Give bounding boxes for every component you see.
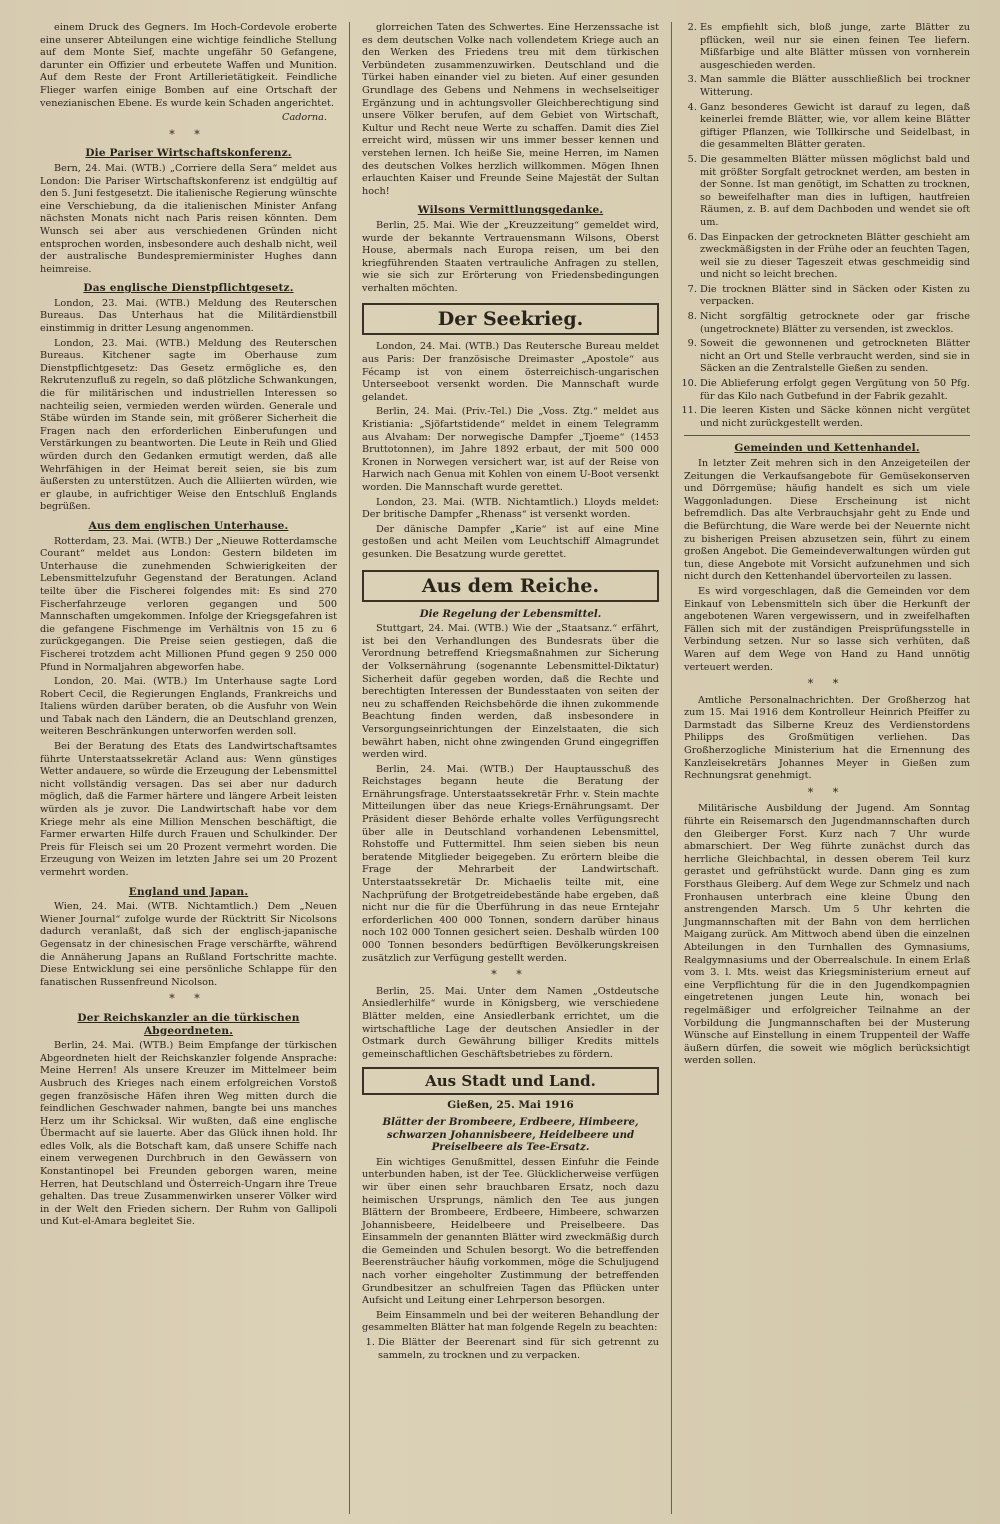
article-text: London, 24. Mai. (WTB.) Das Reutersche Bureau meldet aus Paris: Der französische Dreimaster „Apostole“ aus Fécamp ist von einem österreichisch-ungarischen Unterseeboot versenkt worden. Die Mannschaft wurde gelandet. — [362, 341, 659, 403]
list-item: 7. Die trocknen Blätter sind in Säcken oder Kisten zu verpacken. — [700, 284, 970, 309]
heading-kettenhandel: Gemeinden und Kettenhandel. — [734, 442, 920, 455]
article-text: London, 23. Mai. (WTB.) Meldung des Reuterschen Bureaus. Das Unterhaus hat die Militärdienstbill einstimmig in dritter Lesung angenommen. — [40, 297, 337, 335]
list-item: 6. Das Einpacken der getrockneten Blätter geschieht am zweckmäßigsten in der Frühe oder an feuchten Tagen, weil sie zu dieser Tageszeit etwas geschmeidig sind und nicht so leicht brechen. — [700, 232, 970, 282]
heading-dienstpflichtgesetz: Das englische Dienstpflichtgesetz. — [83, 282, 294, 295]
heading-reiche: Aus dem Reiche. — [362, 570, 659, 602]
article-text: Stuttgart, 24. Mai. (WTB.) Wie der „Staatsanz.“ erfährt, ist bei den Verhandlungen des Bundesrats über die Verordnung betreffend Kriegsmaßnahmen zur Sicherung der Volksernährung (sogenannte Lebensmittel-Diktatur) Sicherheit dafür gegeben worden, daß die Rechte und berechtigten Interessen der Bundesstaaten von seiten der neu zu schaffenden Reichsbehörde die ihnen zukommende Beachtung finden werden, daß insbesondere in Versorgungseinrichtungen der Einzelstaaten, die sich bewährt haben, nicht ohne zwingenden Grund eingegriffen werden wird. — [362, 623, 659, 761]
article-text: Bei der Beratung des Etats des Landwirtschaftsamtes führte Unterstaatssekretär Acland aus: Wenn günstiges Wetter andauere, so würde die Erzeugung der Lebensmittel nicht vollständig versagen. Das sei aber nur dadurch möglich, daß die Farmer härtere und längere Arbeit leisten würden als je zuvor. Die Landwirtschaft habe vor dem Kriege mehr als eine Million Menschen beschäftigt, die Farmer erwarten Hilfe durch Frauen und Schulkinder. Der Preis für Fleisch sei um 20 Prozent vermehrt worden. Die Erzeugung von Weizen im letzten Jahre sei um 20 Prozent vermehrt worden. — [40, 741, 337, 878]
heading-reichskanzler: Der Reichskanzler an die türkischen Abgeordneten. — [77, 1011, 300, 1037]
list-item: 8. Nicht sorgfältig getrocknete oder gar frische (ungetrocknete) Blätter zu versenden, ist zwecklos. — [700, 311, 970, 336]
article-text: Rotterdam, 23. Mai. (WTB.) Der „Nieuwe Rotterdamsche Courant“ meldet aus London: Gestern bildeten im Unterhause die zunehmenden Schwierigkeiten der Lebensmittelzufuhr Gegenstand der Beratungen. Acland teilte über die Fischerei folgendes mit: Es sind 270 Fischerfahrzeuge verloren gegangen und 500 Mannschaften umgekommen. Infolge der Kriegsgefahren ist die gefangene Fischmenge im Verhältnis von 15 zu 6 zurückgegangen. Die Preise seien gestiegen, daß die Fischerei trotzdem acht Millionen Pfund gegen 9 250 000 Pfund in Normaljahren abgeworfen habe. — [40, 535, 337, 673]
article-text: Berlin, 25. Mai. Wie der „Kreuzzeitung“ gemeldet wird, wurde der bekannte Vertrauensmann Wilsons, Oberst House, abermals nach Europa reisen, um bei den kriegführenden Staaten vertrauliche Anfragen zu stellen, wie sie sich zur Erörterung von Friedensbedingungen verhalten möchten. — [362, 219, 659, 294]
separator: * * — [491, 968, 530, 982]
article-text: London, 23. Mai. (WTB.) Meldung des Reuterschen Bureaus. Kitchener sagte im Oberhause zum Dienstpflichtgesetz: Das Gesetz ermögliche es, den Rekrutenzufluß zu regeln, so daß plötzliche Schwankungen, die für militärischen und industriellen Interessen so nachteilig seien, vermieden werden würden. Generale und Stäbe würden im Stande sein, mit größerer Sicherheit die Fragen nach den erforderlichen Einberufungen und Verstärkungen zu beantworten. Die Leute in Reih und Glied würden durch den Gedanken ermutigt werden, daß alle Wehrfähigen in der Heimat bereit seien, sie bis zum äußersten zu unterstützen. Auch die Alliierten würden, wie er glaube, in aufrichtiger Weise den Entschluß Englands begrüßen. — [40, 337, 337, 513]
heading-wilson: Wilsons Vermittlungsgedanke. — [417, 204, 604, 217]
article-text: Berlin, 24. Mai. (Priv.-Tel.) Die „Voss. Ztg.“ meldet aus Kristiania: „Sjöfartstidende“ meldet in einem Telegramm aus Alvaham: Der norwegische Dampfer „Tjoeme“ (1453 Bruttotonnen), im Jahre 1892 erbaut, der mit 500 000 Kronen in Norwegen versichert war, ist auf der Reise von Harwich nach Genua mit Kohlen von einem U-Boot versenkt worden. Die Mannschaft wurde gerettet. — [362, 406, 659, 493]
heading-england-japan: England und Japan. — [128, 885, 249, 898]
column-right — [672, 22, 982, 1514]
dateline: Gießen, 25. Mai 1916 — [447, 1099, 574, 1112]
list-item: 2. Es empfiehlt sich, bloß junge, zarte Blätter zu pflücken, weil nur sie einen feinen Tee liefern. Mißfarbige und alte Blätter müssen von vornherein ausgeschieden werden. — [700, 22, 970, 72]
rules-list — [362, 1337, 659, 1362]
article-text: glorreichen Taten des Schwertes. Eine Herzenssache ist es dem deutschen Volke nach vollendetem Kriege auch an den Werken des Friedens treu mit dem türkischen Verbündeten zusammenzuwirken. Deutschland und die Türkei haben einander viel zu bieten. Auf einer gesunden Grundlage des Gebens und Nehmens in wechselseitiger Ergänzung und in achtungsvoller Gleichberechtigung sind unsere Völker berufen, auf dem Gebiet von Wirtschaft, Kultur und Recht neue Werte zu schaffen. Damit dies Ziel erreicht wird, müssen wir uns immer besser kennen und verstehen lernen. Ich heiße Sie, meine Herren, im Namen des deutschen Volkes herzlich willkommen. Mögen Ihnen erlauchten Kaiser und Freunde Seine Majestät der Sultan hoch! — [362, 22, 659, 197]
rules-list-continued — [684, 22, 970, 430]
article-text: Amtliche Personalnachrichten. Der Großherzog hat zum 15. Mai 1916 dem Kontrolleur Heinrich Pfeiffer zu Darmstadt das Silberne Kreuz des Verdienstordens Philipps des Großmütigen verliehen. Das Großherzogliche Ministerium hat die Ernennung des Kanzleisekretärs Johannes Meyer in Gießen zum Rechnungsrat genehmigt. — [684, 694, 970, 782]
column-middle — [350, 22, 672, 1514]
article-text: London, 20. Mai. (WTB.) Im Unterhause sagte Lord Robert Cecil, die Regierungen Englands, Frankreichs und Italiens würden darüber beraten, ob die Ausfuhr von Wein und Tabak nach den Ländern, die an Deutschland grenzen, weiteren Beschränkungen unterworfen werden soll. — [40, 676, 337, 738]
list-item: 11. Die leeren Kisten und Säcke können nicht vergütet und nicht zurückgestellt werden. — [700, 405, 970, 430]
separator: * * — [807, 677, 847, 691]
article-text: einem Druck des Gegners. Im Hoch-Cordevole eroberte eine unserer Abteilungen eine wichtige feindliche Stellung auf dem Monte Sief, machte ungefähr 50 Gefangene, darunter ein Offizier und erbeutete Waffen und Munition. Auf dem Reste der Front Artillerietätigkeit. Feindliche Flieger warfen einige Bomben auf eine Ortschaft der venezianischen Ebene. Es wurde kein Schaden angerichtet. — [40, 22, 337, 109]
article-text: Berlin, 25. Mai. Unter dem Namen „Ostdeutsche Ansiedlerhilfe“ wurde in Königsberg, wie verschiedene Blätter melden, eine Ansiedlerbank errichtet, um die wirtschaftliche Lage der deutschen Ansiedler in der Ostmark durch Gewährung billiger Kredits mittels gemeinschaftlichen Geschäftsbetriebes zu fördern. — [362, 985, 659, 1060]
column-left — [28, 22, 350, 1514]
article-text: Bern, 24. Mai. (WTB.) „Corriere della Sera“ meldet aus London: Die Pariser Wirtschaftskonferenz ist endgültig auf den 5. Juni festgesetzt. Die italienische Regierung wünschte eine Verschiebung, da die italienischen Minister Anfang nächsten Monats nicht nach Paris reisen könnten. Dem Wunsch sei aber aus verschiedenen Gründen nicht entsprochen worden, insbesondere auch deshalb nicht, weil der australische Bundespremierminister Hughes dann heimreise. — [40, 162, 337, 275]
article-text: Es wird vorgeschlagen, daß die Gemeinden vor dem Einkauf von Lebensmitteln sich über die Herkunft der angebotenen Waren vergewissern, und in zweifelhaften Fällen sich mit der zuständigen Preisprüfungsstelle in Verbindung setzen. Nur so lasse sich verhüten, daß Waren auf dem Wege von Hand zu Hand unnötig verteuert werden. — [684, 585, 970, 673]
list-item: 9. Soweit die gewonnenen und getrockneten Blätter nicht an Ort und Stelle verbraucht werden, sind sie in Säcken an die Zentralstelle Gießen zu senden. — [700, 338, 970, 376]
article-text: Wien, 24. Mai. (WTB. Nichtamtlich.) Dem „Neuen Wiener Journal“ zufolge wurde der Rücktritt Sir Nicolsons dadurch veranlaßt, daß sich der englisch-japanische Gegensatz in der chinesischen Frage verschärfte, während die Annäherung Japans an Rußland Fortschritte machte. Diese Entwicklung sei eine persönliche Schlappe für den fanatischen Russenfreund Nicolson. — [40, 901, 337, 988]
heading-wirtschaftskonferenz: Die Pariser Wirtschaftskonferenz. — [85, 147, 292, 160]
article-text: Berlin, 24. Mai. (WTB.) Beim Empfange der türkischen Abgeordneten hielt der Reichskanzler folgende Ansprache: Meine Herren! Als unsere Kreuzer im Mittelmeer beim Ausbruch des Krieges nach einem erfolgreichen Vorstoß gegen französische Häfen ihren Weg mitten durch die feindlichen Geschwader nahmen, bangte bei uns manches Herz um ihr Schicksal. Wir wußten, daß eine englische Übermacht auf sie lauerte. Aber das Glück ihnen hold. Ihr edles Volk, als die Botschaft kam, daß unsere Schiffe nach einem verwegenen Durchbruch in den Gewässern von Konstantinopel bei Freunden geborgen waren, meine Herren, hat Deutschland und Österreich-Ungarn ihre Treue gehalten. Das treue Zusammenwirken unserer Völker wird in der Welt den Frieden sichern. Der Ruhm von Gallipoli und Kut-el-Amara begleitet Sie. — [40, 1040, 337, 1228]
article-text: Beim Einsammeln und bei der weiteren Behandlung der gesammelten Blätter hat man folgende Regeln zu beachten: — [362, 1309, 659, 1334]
divider — [684, 435, 970, 436]
article-text: London, 23. Mai. (WTB. Nichtamtlich.) Lloyds meldet: Der britische Dampfer „Rhenass“ ist versenkt worden. — [362, 496, 659, 521]
subheading-lebensmittel: Die Regelung der Lebensmittel. — [419, 607, 602, 620]
list-item: 1. Die Blätter der Beerenart sind für sich getrennt zu sammeln, zu trocknen und zu verpacken. — [378, 1337, 659, 1362]
article-text: Ein wichtiges Genußmittel, dessen Einfuhr die Feinde unterbunden haben, ist der Tee. Glücklicherweise verfügen wir über einen sehr brauchbaren Ersatz, noch dazu heimischen Ursprungs, nämlich den Tee aus jungen Blättern der Brombeere, Erdbeere, Himbeere, schwarzen Johannisbeere, Heidelbeere und Preiselbeere. Das Einsammeln der genannten Blätter wird zweckmäßig durch die Gemeinden und Schulen besorgt. Wo die betreffenden Beerensträucher häufig vorkommen, möge die Schuljugend nach vorher eingeholter Zustimmung der betreffenden Grundbesitzer an schulfreien Tagen das Pflücken unter Aufsicht und Leitung einer Lehrperson besorgen. — [362, 1156, 659, 1307]
heading-unterhause: Aus dem englischen Unterhause. — [88, 519, 289, 532]
list-item: 10. Die Ablieferung erfolgt gegen Vergütung von 50 Pfg. für das Kilo nach Gutbefund in der Fabrik gezahlt. — [700, 378, 970, 403]
subheading-tee-ersatz: Blätter der Brombeere, Erdbeere, Himbeere, schwarzen Johannisbeere, Heidelbeere und Preiselbeere als Tee-Ersatz. — [382, 1115, 639, 1154]
article-text: In letzter Zeit mehren sich in den Anzeigeteilen der Zeitungen die Verkaufsangebote für Gemüsekonserven und Dörrgemüse; häufig handelt es sich um viele Waggonladungen. Diese Erscheinung ist nicht befremdlich. Das alte Verbrauchsjahr geht zu Ende und die Befürchtung, die Ware werde bei der Neuernte nicht zu bisherigen Preisen abzusetzen sein, führt zu einem großen Angebot. Die Gemeindeverwaltungen würden gut tun, diese Angebote mit Vorsicht aufzunehmen und sich nicht durch den Kettenhandel übervorteilen zu lassen. — [684, 458, 970, 583]
heading-stadt-land: Aus Stadt und Land. — [362, 1067, 659, 1095]
separator: * * — [807, 785, 847, 799]
heading-seekrieg: Der Seekrieg. — [362, 303, 659, 335]
article-text: Der dänische Dampfer „Karie“ ist auf eine Mine gestoßen und acht Meilen vom Leuchtschiff Almagrundet gesunken. Die Besatzung wurde gerettet. — [362, 523, 659, 560]
separator: * * — [169, 992, 208, 1006]
article-text: Berlin, 24. Mai. (WTB.) Der Hauptausschuß des Reichstages begann heute die Beratung der Ernährungsfrage. Unterstaatssekretär Frhr. v. Stein machte Mitteilungen über das neue Kriegs-Ernährungsamt. Der Präsident dieser Behörde erhalte volles Verfügungsrecht über alle in Deutschland vorhandenen Lebensmittel, Rohstoffe und Futtermittel. Ihm seien sieben bis neun beratende Mitglieder beigegeben. Zu erörtern bleibe die Frage der Mehrarbeit der Landwirtschaft. Unterstaatssekretär Dr. Michaelis teilte mit, eine Nachprüfung der Brotgetreidebestände habe ergeben, daß nicht nur die für die Überführung in das neue Erntejahr erforderlichen 400 000 Tonnen, sondern darüber hinaus noch 102 000 Tonnen gesichert seien. Deshalb würden 100 000 Tonnen besonders bedürftigen Bevölkerungskreisen zusätzlich zur Verfügung gestellt werden. — [362, 763, 659, 964]
article-text: Militärische Ausbildung der Jugend. Am Sonntag führte ein Reisemarsch den Jugendmannschaften durch den Gleiberger Forst. Kurz nach 7 Uhr wurde abmarschiert. Der Weg führte zunächst durch das herrliche Gleichbachtal, in dessen oberem Teil kurz gerastet und gefrühstückt wurde. Dann ging es zum Forsthaus Gleiberg. Auf dem Wege zur Schmelz und nach Fronhausen unterbrach eine kleine Übung den anstrengenden Marsch. Um 5 Uhr kehrten die Jungmannschaften mit der Bahn von dem herrlichen Maigang zurück. Am Mittwoch abend üben die einzelnen Abteilungen in den Turnhallen des Gymnasiums, Realgymnasiums und der Oberrealschule. In einem Erlaß vom 3. l. Mts. weist das Kriegsministerium erneut auf eine Verpflichtung für die in den Jugendkompagnien eingetretenen jungen Leute hin, wonach bei regelmäßiger und erfolgreicher Teilnahme an der Vorbildung die Jungmannschaften bei der Musterung Wünsche auf Einstellung in einem Truppenteil der Waffe äußern dürfen, die soweit wie möglich berücksichtigt werden sollen. — [684, 803, 970, 1067]
list-item: 3. Man sammle die Blätter ausschließlich bei trockner Witterung. — [700, 74, 970, 99]
signature: Cadorna. — [282, 112, 327, 124]
separator: * * — [169, 127, 208, 141]
list-item: 5. Die gesammelten Blätter müssen möglichst bald und mit größter Sorgfalt getrocknet werden, am besten in der Sonne. Ist man genötigt, im Schatten zu trocknen, so beweifelhafter man dies in luftigen, hautfreien Räumen, z. B. auf dem Dachboden und wendet sie oft um. — [700, 154, 970, 230]
list-item: 4. Ganz besonderes Gewicht ist darauf zu legen, daß keinerlei fremde Blätter, wie, vor allem keine Blätter giftiger Pflanzen, wie Tollkirsche und Seidelbast, in die gesammelten Blätter geraten. — [700, 102, 970, 152]
